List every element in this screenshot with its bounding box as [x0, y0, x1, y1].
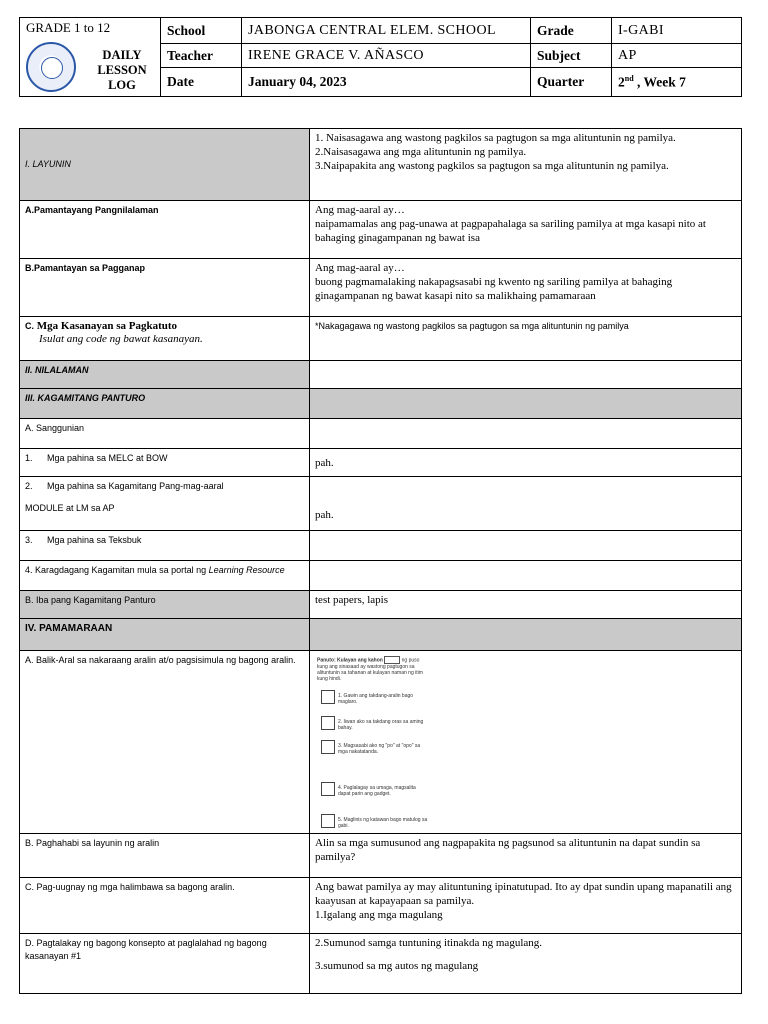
checkbox-icon: [321, 690, 335, 704]
checkbox-icon: [321, 814, 335, 828]
pamantayang-pangnilalaman-value: Ang mag-aaral ay… naipamamalas ang pag-unawa at pagpapahalaga sa sariling pamilya at mga kasapi nito at bahaging ginagampanan ng bawat isa: [310, 201, 742, 259]
pamantayan-pagganap-value: Ang mag-aaral ay… buong pagmamalaking nakapagsasabi ng kwento ng sariling pamilya at bahaging ginagampanan ng bawat kasapi nito sa malikhaing pamamaraan: [310, 259, 742, 317]
daily-lesson-log-title: DAILY LESSON LOG: [97, 48, 147, 92]
layunin-label: I. LAYUNIN: [20, 129, 310, 201]
table-row: [20, 477, 742, 531]
paghahabi-value: Alin sa mga sumusunod ang nagpapakita ng pagsunod sa alituntunin na dapat sundin sa pamilya?: [310, 834, 742, 878]
sanggunian-value: [310, 419, 742, 449]
table-row: [20, 419, 742, 449]
sanggunian-label: A. Sanggunian: [20, 419, 310, 449]
grade-range: GRADE 1 to 12: [26, 20, 111, 35]
table-row: [20, 878, 742, 934]
quiz-directions: Panuto: Kulayan ang kahon ng puso kung ang sinasaad ay wastong pagtugon sa alituntunin sa tahanan at kulayan naman ng itim kung hindi.: [317, 657, 423, 682]
table-row: [20, 361, 742, 389]
pamantayang-pangnilalaman-label: A.Pamantayang Pangnilalaman: [20, 201, 310, 259]
kagamitang-mag-aaral-value: pah.: [310, 477, 742, 531]
melc-value: pah.: [310, 449, 742, 477]
teacher-label: Teacher: [161, 44, 242, 68]
kasanayan-label: C. Mga Kasanayan sa Pagkatuto Isulat ang code ng bawat kasanayan.: [20, 317, 310, 361]
table-row: [20, 531, 742, 561]
pamamaraan-value: [310, 619, 742, 651]
subject-label: Subject: [531, 44, 612, 68]
date-value: January 04, 2023: [242, 68, 531, 97]
pamantayan-pagganap-label: B.Pamantayan sa Pagganap: [20, 259, 310, 317]
table-row: [20, 619, 742, 651]
table-row: [20, 561, 742, 591]
kagamitan-value: [310, 389, 742, 419]
pagtalakay-label: D. Pagtalakay ng bagong konsepto at paglalahad ng bagong kasanayan #1: [20, 934, 310, 994]
quarter-label: Quarter: [531, 68, 612, 97]
teksbuk-label: 3. Mga pahina sa Teksbuk: [20, 531, 310, 561]
lesson-log-table: [19, 128, 742, 994]
paghahabi-label: B. Paghahabi sa layunin ng aralin: [20, 834, 310, 878]
teksbuk-value: [310, 531, 742, 561]
layunin-value: 1. Naisasagawa ang wastong pagkilos sa pagtugon sa mga alituntunin ng pamilya. 2.Naisasagawa ang mga alituntunin ng pamilya. 3.Naipapakita ang wastong pagkilos sa pagtugon sa mga alituntunin ng pamilya.: [310, 129, 742, 201]
table-row: [20, 129, 742, 201]
karagdagang-label: 4. Karagdagang Kagamitan mula sa portal ng Learning Resource: [20, 561, 310, 591]
table-row: [20, 834, 742, 878]
quarter-value: 2nd , Week 7: [612, 68, 742, 97]
table-row: [20, 317, 742, 361]
table-row: [20, 449, 742, 477]
iba-pang-value: test papers, lapis: [310, 591, 742, 619]
kasanayan-value: *Nakagagawa ng wastong pagkilos sa pagtugon sa mga alituntunin ng pamilya: [310, 317, 742, 361]
deped-seal-icon: [26, 42, 76, 92]
melc-label: 1. Mga pahina sa MELC at BOW: [20, 449, 310, 477]
school-value: JABONGA CENTRAL ELEM. SCHOOL: [242, 18, 531, 44]
pagtalakay-value: 2.Sumunod samga tuntuning itinakda ng magulang. 3.sumunod sa mg autos ng magulang: [310, 934, 742, 994]
table-row: [20, 591, 742, 619]
blank-box-icon: [384, 656, 400, 664]
nilalaman-value: [310, 361, 742, 389]
table-row: [20, 651, 742, 834]
table-row: [20, 389, 742, 419]
nilalaman-label: II. NILALAMAN: [20, 361, 310, 389]
logo-cell: [20, 18, 161, 97]
kagamitan-label: III. KAGAMITANG PANTURO: [20, 389, 310, 419]
pamamaraan-label: IV. PAMAMARAAN: [20, 619, 310, 651]
date-label: Date: [161, 68, 242, 97]
iba-pang-label: B. Iba pang Kagamitang Panturo: [20, 591, 310, 619]
header-table: [19, 17, 742, 97]
pag-uugnay-value: Ang bawat pamilya ay may alituntuning ipinatutupad. Ito ay dpat sundin upang mapanatili ang kaayusan at kapayapaan sa pamilya. 1.Igalang ang mga magulang: [310, 878, 742, 934]
checkbox-icon: [321, 782, 335, 796]
table-row: [20, 934, 742, 994]
table-row: [20, 259, 742, 317]
kasanayan-note: Isulat ang code ng bawat kasanayan.: [39, 333, 203, 345]
school-label: School: [161, 18, 242, 44]
balik-aral-label: A. Balik-Aral sa nakaraang aralin at/o pagsisimula ng bagong aralin.: [20, 651, 310, 834]
karagdagang-value: [310, 561, 742, 591]
quiz-image: Panuto: Kulayan ang kahon ng puso kung ang sinasaad ay wastong pagtugon sa alituntunin sa tahanan at kulayan naman ng itim kung hindi. 1. Gawin ang takdang-aralin bago maglaro. 2. Iiwan ako sa takdang oras sa aming bahay. 3. Magsasabi ako ng "po" at "opo" sa mga nakatatanda. 4. Paglalagay sa umaga, magsalita dapat parin ang gadget. 5. Maglinis ng katawan bago matulog sa gabi.: [317, 657, 428, 829]
grade-label: Grade: [531, 18, 612, 44]
table-row: [20, 201, 742, 259]
kagamitang-mag-aaral-label: 2. Mga pahina sa Kagamitang Pang-mag-aaral MODULE at LM sa AP: [20, 477, 310, 531]
subject-value: AP: [612, 44, 742, 68]
balik-aral-value: [310, 651, 742, 834]
checkbox-icon: [321, 716, 335, 730]
checkbox-icon: [321, 740, 335, 754]
grade-value: I-GABI: [612, 18, 742, 44]
pag-uugnay-label: C. Pag-uugnay ng mga halimbawa sa bagong aralin.: [20, 878, 310, 934]
teacher-value: IRENE GRACE V. AÑASCO: [242, 44, 531, 68]
